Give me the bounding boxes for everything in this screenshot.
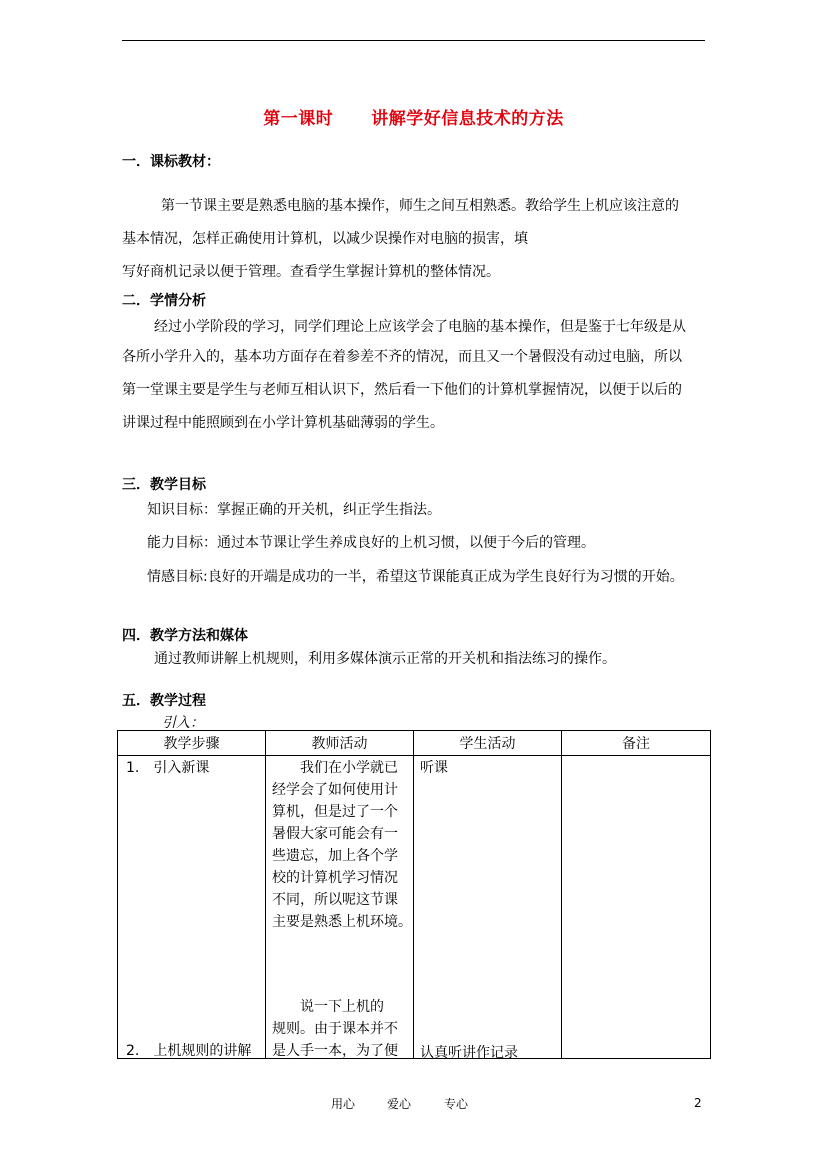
- header-steps: 教学步骤: [118, 731, 266, 756]
- section-heading-analysis: 二．学情分析: [122, 293, 206, 309]
- goal-knowledge: 知识目标：掌握正确的开关机，纠正学生指法。: [147, 502, 441, 518]
- footer-item: 专心: [444, 1097, 469, 1111]
- page-number: 2: [694, 1096, 702, 1110]
- footer-item: 爱心: [387, 1097, 412, 1111]
- step-rules: 2. 上机规则的讲解: [126, 1043, 252, 1059]
- goal-emotion: 情感目标:良好的开端是成功的一半，希望这节课能真正成为学生良好行为习惯的开始。: [147, 569, 684, 585]
- table-row: [118, 756, 711, 1059]
- title-lesson: 第一课时: [263, 109, 334, 129]
- paragraph-line: 讲课过程中能照顾到在小学计算机基础薄弱的学生。: [122, 415, 444, 431]
- teacher-line: 主要是熟悉上机环境。: [272, 914, 412, 930]
- page-title: [0, 104, 827, 129]
- teacher-line: 不同，所以呢这节课: [272, 892, 398, 908]
- title-topic: 讲解学好信息技术的方法: [371, 109, 564, 129]
- paragraph-line: 第一堂课主要是学生与老师互相认识下，然后看一下他们的计算机掌握情况，以便于以后的: [122, 382, 682, 398]
- cell-steps: [118, 756, 266, 1059]
- cell-student: [414, 756, 562, 1059]
- section-heading-textbook: 一．课标教材：: [122, 154, 220, 170]
- header-notes: 备注: [562, 731, 711, 756]
- section-heading-goals: 三．教学目标: [122, 477, 206, 493]
- goal-ability: 能力目标：通过本节课让学生养成良好的上机习惯，以便于今后的管理。: [147, 535, 595, 551]
- teacher-line: 说一下上机的: [272, 999, 384, 1015]
- step-intro: 1. 引入新课: [126, 760, 210, 776]
- cell-notes: [562, 756, 711, 1059]
- intro-label: 引入：: [162, 715, 204, 731]
- teacher-line: 是人手一本，为了便: [272, 1043, 398, 1059]
- section-heading-process: 五．教学过程: [122, 693, 206, 709]
- student-listen: 听课: [420, 760, 448, 776]
- section-heading-methods: 四．教学方法和媒体: [122, 628, 248, 644]
- paragraph-line: 写好商机记录以便于管理。查看学生掌握计算机的整体情况。: [122, 264, 500, 280]
- paragraph-line: 各所小学升入的，基本功方面存在着参差不齐的情况，而且又一个暑假没有动过电脑，所以: [122, 349, 682, 365]
- footer-item: 用心: [331, 1097, 356, 1111]
- teaching-process-table: [117, 730, 711, 1059]
- paragraph-line: 基本情况，怎样正确使用计算机，以减少误操作对电脑的损害，填: [122, 231, 528, 247]
- table-header-row: [118, 731, 711, 756]
- teacher-line: 些遗忘，加上各个学: [272, 848, 398, 864]
- teacher-line: 暑假大家可能会有一: [272, 826, 398, 842]
- header-rule: [122, 40, 705, 41]
- paragraph-line: 通过教师讲解上机规则，利用多媒体演示正常的开关机和指法练习的操作。: [154, 651, 616, 667]
- teacher-line: 我们在小学就已: [272, 760, 398, 776]
- header-teacher: 教师活动: [266, 731, 414, 756]
- cell-teacher: [266, 756, 414, 1059]
- header-student: 学生活动: [414, 731, 562, 756]
- teacher-line: 校的计算机学习情况: [272, 870, 398, 886]
- paragraph-line: 经过小学阶段的学习，同学们理论上应该学会了电脑的基本操作，但是鉴于七年级是从: [154, 319, 686, 335]
- teacher-line: 规则。由于课本并不: [272, 1021, 398, 1037]
- student-notes: 认真听讲作记录: [420, 1045, 518, 1061]
- teacher-line: 算机，但是过了一个: [272, 804, 398, 820]
- paragraph-line: 第一节课主要是熟悉电脑的基本操作，师生之间互相熟悉。教给学生上机应该注意的: [161, 198, 679, 214]
- teacher-line: 经学会了如何使用计: [272, 782, 398, 798]
